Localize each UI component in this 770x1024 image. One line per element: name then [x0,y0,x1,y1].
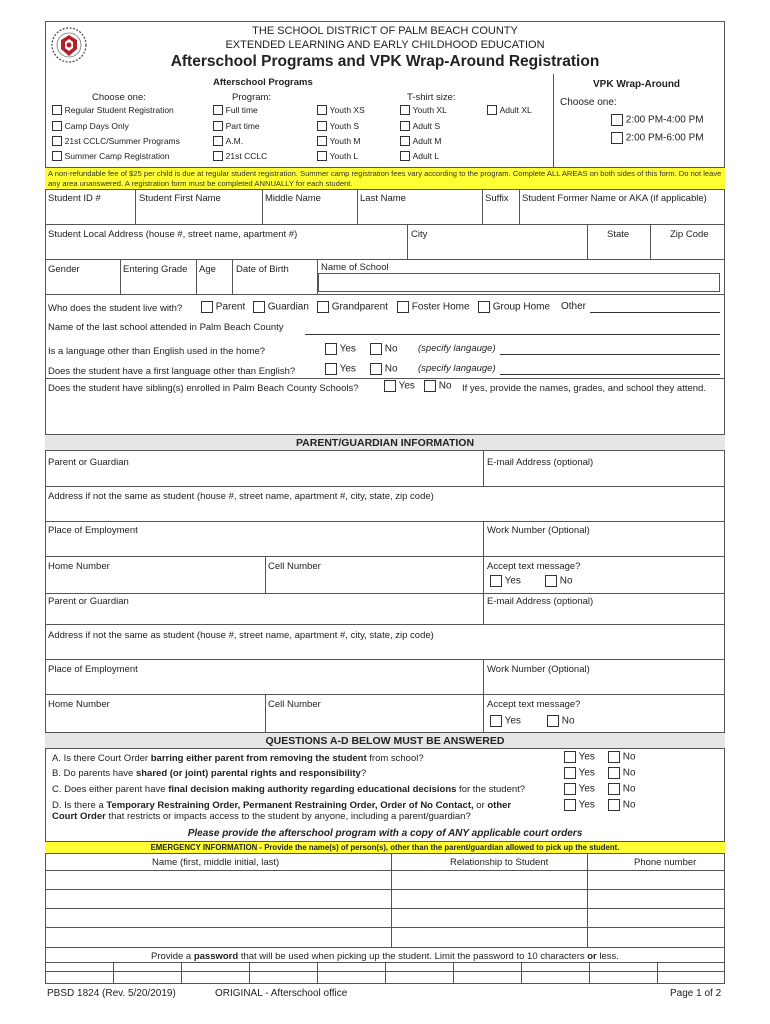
guardian-2-field[interactable]: Parent or Guardian [48,596,129,607]
password-char-4[interactable] [249,962,318,984]
lives-grandparent[interactable]: Grandparent [317,301,388,313]
password-instruction: Provide a password that will be used when picking up the student. Limit the password to 10 characters or less. [151,951,619,962]
emergency-col-relationship: Relationship to Student [450,857,549,868]
question-d-no[interactable]: No [608,799,636,811]
program-full-time[interactable]: Full time [213,105,258,116]
size-youth-xl[interactable]: Youth XL [400,105,447,116]
tshirt-label: T-shirt size: [407,92,456,103]
first-language-no[interactable]: No [370,363,398,375]
guardian-1-cell-number[interactable]: Cell Number [268,561,321,572]
size-adult-l[interactable]: Adult L [400,151,439,162]
emergency-col-phone: Phone number [634,857,697,868]
emergency-row-2[interactable] [46,890,724,908]
question-a: A. Is there Court Order barring either parent from removing the student from school? [52,753,424,764]
question-a-no[interactable]: No [608,751,636,763]
guardian-1-text-yes[interactable]: Yes [490,575,521,587]
size-adult-s[interactable]: Adult S [400,121,440,132]
emergency-row-3[interactable] [46,909,724,927]
student-address-field[interactable]: Student Local Address (house #, street name, apartment #) [48,229,298,240]
header-district: THE SCHOOL DISTRICT OF PALM BEACH COUNTY [252,25,518,37]
last-school-input[interactable] [305,320,720,335]
lives-other-input[interactable] [590,298,720,313]
password-char-10[interactable] [657,962,725,984]
guardian-2-text-yes[interactable]: Yes [490,715,521,727]
lives-other-label: Other [561,301,587,312]
size-youth-s[interactable]: Youth S [317,121,359,132]
option-21st-cclc-summer[interactable]: 21st CCLC/Summer Programs [52,136,180,147]
size-youth-l[interactable]: Youth L [317,151,358,162]
court-section-title: QUESTIONS A-D BELOW MUST BE ANSWERED [45,732,725,749]
question-d: D. Is there a Temporary Restraining Order, Permanent Restraining Order, Order of No Contact, or other Court Order that restricts or impacts access to the student by anyone, including a parent/guardian? [52,800,512,822]
guardian-2-address[interactable]: Address if not the same as student (house #, street name, apartment #, city, state, zip code) [48,630,434,641]
guardian-1-address[interactable]: Address if not the same as student (house #, street name, apartment #, city, state, zip code) [48,491,434,502]
vpk-title: VPK Wrap-Around [593,79,681,90]
size-adult-xl[interactable]: Adult XL [487,105,532,116]
age-field[interactable]: Age [199,264,216,275]
choose-one-label: Choose one: [92,92,146,103]
last-school-label: Name of the last school attended in Palm Beach County [48,322,284,333]
sibling-followup: If yes, provide the names, grades, and school they attend. [462,383,706,394]
emergency-row-4[interactable] [46,928,724,946]
first-language-specify-input[interactable] [500,360,720,375]
lives-parent[interactable]: Parent [201,301,245,313]
student-id-field[interactable]: Student ID # [48,193,101,204]
parent-section-title: PARENT/GUARDIAN INFORMATION [45,434,725,451]
sibling-details-area[interactable] [46,396,724,434]
school-name-label: Name of School [321,262,389,273]
option-camp-days[interactable]: Camp Days Only [52,121,129,132]
question-b-no[interactable]: No [608,767,636,779]
guardian-1-email[interactable]: E-mail Address (optional) [487,457,594,468]
original-copy-note: ORIGINAL - Afterschool office [215,988,348,999]
guardian-2-accept-text: Accept text message? [487,699,581,710]
guardian-1-text-no[interactable]: No [545,575,573,587]
question-c-no[interactable]: No [608,783,636,795]
suffix-field[interactable]: Suffix [485,193,509,204]
gender-field[interactable]: Gender [48,264,80,275]
question-c: C. Does either parent have final decision making authority regarding educational decisions for the student? [52,784,526,795]
header-department: EXTENDED LEARNING AND EARLY CHILDHOOD EDUCATION [225,39,545,51]
sibling-yes[interactable]: Yes [384,380,415,392]
sibling-question: Does the student have sibling(s) enrolled in Palm Beach County Schools? [48,383,359,394]
password-char-1[interactable] [45,962,114,984]
guardian-1-employment[interactable]: Place of Employment [48,525,138,536]
first-language-question: Does the student have a first language other than English? [48,366,296,377]
grade-field[interactable]: Entering Grade [123,264,188,275]
fee-notice: A non-refundable fee of $25 per child is due at regular student registration. Summer camp registration fees vary according to the program. Complete ALL AREAS on both sides of this form. Do not leave any area unanswered. A registration form must be completed ANNUALLY for each student. [45,167,725,189]
lives-group-home[interactable]: Group Home [478,301,550,313]
emergency-col-name: Name (first, middle initial, last) [152,857,280,868]
language-question: Is a language other than English used in the home? [48,346,266,357]
program-label: Program: [232,92,272,103]
emergency-title: EMERGENCY INFORMATION - Provide the name(s) of person(s), other than the parent/guardian allowed to pick up the student. [45,841,725,853]
guardian-2-employment[interactable]: Place of Employment [48,664,138,675]
lives-with-question: Who does the student live with? [48,303,183,314]
password-char-9[interactable] [589,962,658,984]
question-b: B. Do parents have shared (or joint) parental rights and responsibility? [52,768,367,779]
state-field[interactable]: State [607,229,630,240]
question-b-yes[interactable]: Yes [564,767,595,779]
vpk-choose-one: Choose one: [560,97,617,108]
vpk-option-6pm[interactable]: 2:00 PM-6:00 PM [611,132,704,144]
guardian-1-field[interactable]: Parent or Guardian [48,457,129,468]
form-id: PBSD 1824 (Rev. 5/20/2019) [47,988,176,999]
password-char-5[interactable] [317,962,386,984]
lives-foster-home[interactable]: Foster Home [397,301,470,313]
password-char-3[interactable] [181,962,250,984]
option-summer-camp[interactable]: Summer Camp Registration [52,151,170,162]
program-part-time[interactable]: Part time [213,121,260,132]
court-order-note: Please provide the afterschool program with a copy of ANY applicable court orders [187,828,583,839]
lives-guardian[interactable]: Guardian [253,301,309,313]
size-adult-m[interactable]: Adult M [400,136,441,147]
password-char-6[interactable] [385,962,454,984]
emergency-row-1[interactable] [46,871,724,889]
school-name-input[interactable] [318,273,720,292]
guardian-1-work-number[interactable]: Work Number (Optional) [487,525,590,536]
option-regular-registration[interactable]: Regular Student Registration [52,105,174,116]
password-boxes[interactable] [45,962,725,984]
language-no[interactable]: No [370,343,398,355]
language-specify: (specify langauge) [418,343,496,354]
language-specify-input[interactable] [500,340,720,355]
city-field[interactable]: City [411,229,428,240]
size-youth-xs[interactable]: Youth XS [317,105,365,116]
first-language-specify: (specify langauge) [418,363,496,374]
programs-title: Afterschool Programs [213,77,313,88]
password-char-7[interactable] [453,962,522,984]
program-21st-cclc[interactable]: 21st CCLC [213,151,267,162]
last-name-field[interactable]: Last Name [360,193,406,204]
middle-name-field[interactable]: Middle Name [265,193,321,204]
guardian-1-accept-text: Accept text message? [487,561,581,572]
question-d-yes[interactable]: Yes [564,799,595,811]
first-name-field[interactable]: Student First Name [139,193,221,204]
guardian-2-email[interactable]: E-mail Address (optional) [487,596,594,607]
guardian-2-text-no[interactable]: No [547,715,575,727]
sibling-no[interactable]: No [424,380,452,392]
page-number: Page 1 of 2 [670,988,722,999]
question-a-yes[interactable]: Yes [564,751,595,763]
guardian-2-work-number[interactable]: Work Number (Optional) [487,664,590,675]
vpk-option-4pm[interactable]: 2:00 PM-4:00 PM [611,114,704,126]
page-title: Afterschool Programs and VPK Wrap-Around Registration [170,53,600,70]
password-char-8[interactable] [521,962,590,984]
question-c-yes[interactable]: Yes [564,783,595,795]
dob-field[interactable]: Date of Birth [236,264,289,275]
password-char-2[interactable] [113,962,182,984]
guardian-1-home-number[interactable]: Home Number [48,561,110,572]
former-name-field[interactable]: Student Former Name or AKA (if applicable) [522,193,707,204]
language-yes[interactable]: Yes [325,343,356,355]
first-language-yes[interactable]: Yes [325,363,356,375]
guardian-2-cell-number[interactable]: Cell Number [268,699,321,710]
zip-field[interactable]: Zip Code [670,229,709,240]
guardian-2-home-number[interactable]: Home Number [48,699,110,710]
size-youth-m[interactable]: Youth M [317,136,361,147]
program-am[interactable]: A.M. [213,136,243,147]
